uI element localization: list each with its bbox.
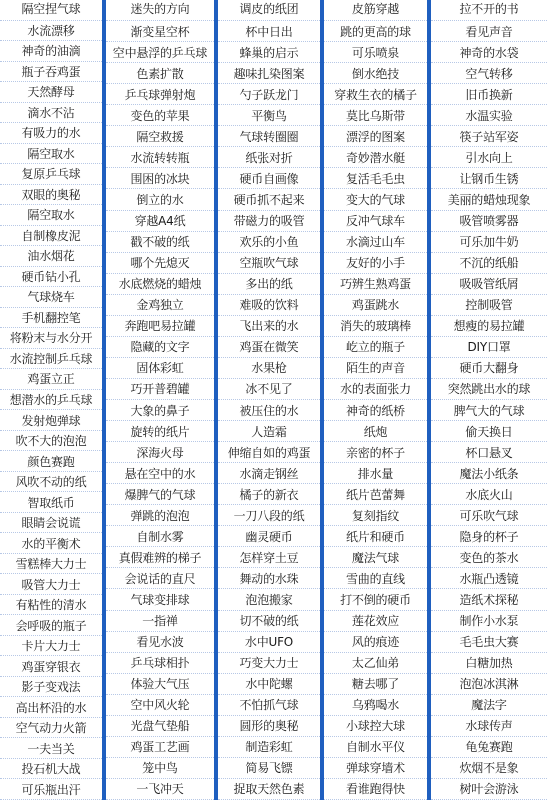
table-cell: 想潜水的乒乓球 bbox=[0, 390, 102, 411]
table-cell: 反冲气球车 bbox=[324, 211, 427, 232]
table-cell: 突然跳出水的球 bbox=[431, 379, 547, 400]
table-cell: 空瓶吹气球 bbox=[218, 253, 320, 274]
table-cell: 趣味扎染图案 bbox=[218, 63, 320, 84]
table-cell: 鸡蛋立正 bbox=[0, 369, 102, 390]
table-cell: 笼中鸟 bbox=[106, 758, 214, 779]
table-cell: 风吹不动的纸 bbox=[0, 472, 102, 493]
table-cell: 乒乓球相扑 bbox=[106, 653, 214, 674]
table-cell: 魔法气球 bbox=[324, 547, 427, 568]
table-cell: 龟兔赛跑 bbox=[431, 737, 547, 758]
table-cell: 乒乓球弹射炮 bbox=[106, 84, 214, 105]
table-cell: 漂浮的图案 bbox=[324, 126, 427, 147]
table-cell: 魔法小纸条 bbox=[431, 463, 547, 484]
table-cell: 体验大气压 bbox=[106, 674, 214, 695]
table-cell: 鸡蛋在微笑 bbox=[218, 337, 320, 358]
table-cell: 隔空捏气球 bbox=[0, 0, 102, 21]
table-cell: 可乐喷泉 bbox=[324, 42, 427, 63]
table-cell: 围困的冰块 bbox=[106, 168, 214, 189]
table-cell: 水流漂移 bbox=[0, 21, 102, 42]
table-cell: 巧变大力士 bbox=[218, 653, 320, 674]
table-cell: 纸片和硬币 bbox=[324, 526, 427, 547]
table-cell: 奇妙潜水艇 bbox=[324, 147, 427, 168]
table-cell: 吸管喷雾器 bbox=[431, 211, 547, 232]
table-cell: 看见声音 bbox=[431, 21, 547, 42]
table-cell: 水中UFO bbox=[218, 632, 320, 653]
table-cell: 神奇的纸桥 bbox=[324, 400, 427, 421]
table-cell: 平衡鸟 bbox=[218, 105, 320, 126]
table-cell: 会呼吸的瓶子 bbox=[0, 615, 102, 636]
table-cell: 跳的更高的球 bbox=[324, 21, 427, 42]
table-cell: 气球烧车 bbox=[0, 287, 102, 308]
table-cell: 戳不破的纸 bbox=[106, 232, 214, 253]
table-cell: 皮筋穿越 bbox=[324, 0, 427, 21]
table-cell: 发射炮弹球 bbox=[0, 410, 102, 431]
table-cell: 树叶会游泳 bbox=[431, 779, 547, 800]
table-column-5 bbox=[431, 0, 547, 800]
table-cell: 多出的纸 bbox=[218, 274, 320, 295]
table-cell: 将粉末与水分开 bbox=[0, 328, 102, 349]
table-cell: 糖去哪了 bbox=[324, 674, 427, 695]
table-cell: 太乙仙弟 bbox=[324, 653, 427, 674]
table-column-4 bbox=[324, 0, 431, 800]
table-cell: 造纸术探秘 bbox=[431, 589, 547, 610]
table-cell: 吸管大力士 bbox=[0, 574, 102, 595]
table-cell: 硬币钻小孔 bbox=[0, 267, 102, 288]
table-cell: 气球变排球 bbox=[106, 589, 214, 610]
table-cell: 硬币自画像 bbox=[218, 168, 320, 189]
table-cell: 弹跳的泡泡 bbox=[106, 505, 214, 526]
table-cell: 复刻指纹 bbox=[324, 505, 427, 526]
table-cell: 隐身的杯子 bbox=[431, 526, 547, 547]
table-cell: 倒水绝技 bbox=[324, 63, 427, 84]
table-cell: 蜂巢的启示 bbox=[218, 42, 320, 63]
table-cell: 雪糕棒大力士 bbox=[0, 554, 102, 575]
table-cell: 一夫当关 bbox=[0, 738, 102, 759]
table-cell: 炊烟不是象 bbox=[431, 758, 547, 779]
table-cell: 莲花效应 bbox=[324, 611, 427, 632]
table-cell: 难吸的饮料 bbox=[218, 295, 320, 316]
table-cell: 双眼的奥秘 bbox=[0, 185, 102, 206]
table-cell: 水滴过山车 bbox=[324, 232, 427, 253]
table-cell: 投石机大战 bbox=[0, 759, 102, 780]
table-cell: 看见水波 bbox=[106, 632, 214, 653]
table-cell: 想瘦的易拉罐 bbox=[431, 316, 547, 337]
table-cell: 水球传声 bbox=[431, 716, 547, 737]
table-column-2 bbox=[106, 0, 218, 800]
table-cell: 魔法字 bbox=[431, 695, 547, 716]
table-cell: 变色的茶水 bbox=[431, 547, 547, 568]
table-cell: 莫比乌斯带 bbox=[324, 105, 427, 126]
table-cell: 变色的苹果 bbox=[106, 105, 214, 126]
table-cell: 倒立的水 bbox=[106, 189, 214, 210]
table-cell: 让钢币生锈 bbox=[431, 168, 547, 189]
table-cell: 鸡蛋跳水 bbox=[324, 295, 427, 316]
table-cell: 排水量 bbox=[324, 463, 427, 484]
table-cell: 陌生的声音 bbox=[324, 358, 427, 379]
table-cell: 筷子站军姿 bbox=[431, 126, 547, 147]
table-cell: 弹球穿墙术 bbox=[324, 758, 427, 779]
table-cell: 杯中日出 bbox=[218, 21, 320, 42]
table-cell: 水流转转瓶 bbox=[106, 147, 214, 168]
table-cell: 美丽的蜡烛现象 bbox=[431, 189, 547, 210]
table-cell: 一刀八段的纸 bbox=[218, 505, 320, 526]
table-cell: 冰不见了 bbox=[218, 379, 320, 400]
table-cell: 水滴走钢丝 bbox=[218, 463, 320, 484]
table-cell: 旋转的纸片 bbox=[106, 421, 214, 442]
table-cell: 纸炮 bbox=[324, 421, 427, 442]
table-cell: 打不倒的硬币 bbox=[324, 589, 427, 610]
table-cell: 空中风火轮 bbox=[106, 695, 214, 716]
table-cell: 不沉的纸船 bbox=[431, 253, 547, 274]
table-cell: 水温实验 bbox=[431, 105, 547, 126]
table-cell: 穿越A4纸 bbox=[106, 211, 214, 232]
table-cell: 天然酵母 bbox=[0, 82, 102, 103]
table-cell: 毛毛虫大赛 bbox=[431, 632, 547, 653]
table-cell: 隐藏的文字 bbox=[106, 337, 214, 358]
table-cell: 雪曲的直线 bbox=[324, 568, 427, 589]
table-cell: 哪个先熄灭 bbox=[106, 253, 214, 274]
table-cell: 空中悬浮的乒乓球 bbox=[106, 42, 214, 63]
table-cell: 欢乐的小鱼 bbox=[218, 232, 320, 253]
table-cell: 自制橡皮泥 bbox=[0, 226, 102, 247]
table-cell: 小球控大球 bbox=[324, 716, 427, 737]
table-cell: 捉取天然色素 bbox=[218, 779, 320, 800]
table-cell: 智取纸币 bbox=[0, 492, 102, 513]
table-cell: 水中陀螺 bbox=[218, 674, 320, 695]
table-cell: 怎样穿土豆 bbox=[218, 547, 320, 568]
table-cell: 色素扩散 bbox=[106, 63, 214, 84]
table-column-1 bbox=[0, 0, 106, 800]
table-cell: 神奇的油滴 bbox=[0, 41, 102, 62]
table-cell: 瓶子吞鸡蛋 bbox=[0, 62, 102, 83]
table-cell: 白糖加热 bbox=[431, 653, 547, 674]
table-cell: 奔跑吧易拉罐 bbox=[106, 316, 214, 337]
table-cell: 颜色赛跑 bbox=[0, 451, 102, 472]
table-cell: 大象的鼻子 bbox=[106, 400, 214, 421]
table-cell: 拉不开的书 bbox=[431, 0, 547, 21]
table-cell: 泡泡冰淇淋 bbox=[431, 674, 547, 695]
table-cell: 可乐瓶出汗 bbox=[0, 779, 102, 800]
table-cell: 隔空救援 bbox=[106, 126, 214, 147]
table-cell: 金鸡独立 bbox=[106, 295, 214, 316]
table-cell: 水的表面张力 bbox=[324, 379, 427, 400]
table-cell: 旧币换新 bbox=[431, 84, 547, 105]
table-cell: 鸡蛋穿银衣 bbox=[0, 656, 102, 677]
table-cell: 纸片芭蕾舞 bbox=[324, 484, 427, 505]
table-cell: 水底火山 bbox=[431, 484, 547, 505]
table-cell: 水瓶凸透镜 bbox=[431, 568, 547, 589]
table-cell: 穿救生衣的橘子 bbox=[324, 84, 427, 105]
table-cell: 飞出来的水 bbox=[218, 316, 320, 337]
table-cell: 被压住的水 bbox=[218, 400, 320, 421]
table-cell: 卡片大力士 bbox=[0, 636, 102, 657]
table-cell: 手机翻控笔 bbox=[0, 308, 102, 329]
table-cell: 制作小水泵 bbox=[431, 611, 547, 632]
table-cell: 自制水平仪 bbox=[324, 737, 427, 758]
table-cell: 光盘气垫船 bbox=[106, 716, 214, 737]
table-cell: 深海火母 bbox=[106, 442, 214, 463]
table-cell: 屹立的瓶子 bbox=[324, 337, 427, 358]
table-cell: 巧辨生熟鸡蛋 bbox=[324, 274, 427, 295]
table-cell: 有粘性的清水 bbox=[0, 595, 102, 616]
table-column-3 bbox=[218, 0, 324, 800]
table-cell: 亲密的杯子 bbox=[324, 442, 427, 463]
table-cell: 纸张对折 bbox=[218, 147, 320, 168]
table-cell: 可乐吹气球 bbox=[431, 505, 547, 526]
table-cell: 鸡蛋工艺画 bbox=[106, 737, 214, 758]
table-cell: 幽灵硬币 bbox=[218, 526, 320, 547]
table-cell: 会说话的直尺 bbox=[106, 568, 214, 589]
table-cell: 水流控制乒乓球 bbox=[0, 349, 102, 370]
table-cell: 复原乒乓球 bbox=[0, 164, 102, 185]
table-cell: 切不破的纸 bbox=[218, 611, 320, 632]
table-cell: 爆脾气的气球 bbox=[106, 484, 214, 505]
table-cell: 引水向上 bbox=[431, 147, 547, 168]
table-cell: 橘子的新衣 bbox=[218, 484, 320, 505]
table-cell: 悬在空中的水 bbox=[106, 463, 214, 484]
table-cell: 隔空取水 bbox=[0, 205, 102, 226]
table-cell: 水的平衡术 bbox=[0, 533, 102, 554]
table-cell: 看谁跑得快 bbox=[324, 779, 427, 800]
table-cell: 可乐加牛奶 bbox=[431, 232, 547, 253]
table-cell: 水果枪 bbox=[218, 358, 320, 379]
table-cell: 水底燃烧的蜡烛 bbox=[106, 274, 214, 295]
table-cell: 高出杯沿的水 bbox=[0, 697, 102, 718]
table-cell: 空气动力火箭 bbox=[0, 718, 102, 739]
table-cell: 自制水雾 bbox=[106, 526, 214, 547]
table-cell: 风的痕迹 bbox=[324, 632, 427, 653]
table-cell: 隔空取水 bbox=[0, 144, 102, 165]
table-cell: 变大的气球 bbox=[324, 189, 427, 210]
table-cell: 简易飞镖 bbox=[218, 758, 320, 779]
table-cell: 勺子跃龙门 bbox=[218, 84, 320, 105]
table-cell: 影子变戏法 bbox=[0, 677, 102, 698]
table-cell: 真假难辨的梯子 bbox=[106, 547, 214, 568]
table-cell: 偷天换日 bbox=[431, 421, 547, 442]
table-cell: 空气转移 bbox=[431, 63, 547, 84]
table-cell: 复活毛毛虫 bbox=[324, 168, 427, 189]
table-cell: 固体彩虹 bbox=[106, 358, 214, 379]
table-cell: 杯口悬叉 bbox=[431, 442, 547, 463]
table-cell: 眼睛会说谎 bbox=[0, 513, 102, 534]
table-cell: 调皮的纸团 bbox=[218, 0, 320, 21]
table-cell: 舞动的水珠 bbox=[218, 568, 320, 589]
table-cell: 有吸力的水 bbox=[0, 123, 102, 144]
table-cell: 友好的小手 bbox=[324, 253, 427, 274]
table-cell: 控制吸管 bbox=[431, 295, 547, 316]
table-cell: 制造彩虹 bbox=[218, 737, 320, 758]
table-cell: 巧开普碧罐 bbox=[106, 379, 214, 400]
table-cell: 吹不大的泡泡 bbox=[0, 431, 102, 452]
table-cell: 乌鸦喝水 bbox=[324, 695, 427, 716]
table-cell: 圆形的奥秘 bbox=[218, 716, 320, 737]
table-cell: 脾气大的气球 bbox=[431, 400, 547, 421]
table-cell: DIY口罩 bbox=[431, 337, 547, 358]
table-cell: 伸缩自如的鸡蛋 bbox=[218, 442, 320, 463]
table-cell: 不怕抓气球 bbox=[218, 695, 320, 716]
table-cell: 硬币抓不起来 bbox=[218, 189, 320, 210]
table-cell: 神奇的水袋 bbox=[431, 42, 547, 63]
table-cell: 一指禅 bbox=[106, 611, 214, 632]
table-cell: 一飞冲天 bbox=[106, 779, 214, 800]
table-cell: 人造霜 bbox=[218, 421, 320, 442]
table-cell: 硬币大翻身 bbox=[431, 358, 547, 379]
table-cell: 气球转圈圈 bbox=[218, 126, 320, 147]
table-cell: 泡泡搬家 bbox=[218, 589, 320, 610]
table-cell: 迷失的方向 bbox=[106, 0, 214, 21]
table-cell: 吸吸管纸屑 bbox=[431, 274, 547, 295]
table-cell: 渐变星空杯 bbox=[106, 21, 214, 42]
table-cell: 油水烟花 bbox=[0, 246, 102, 267]
table-cell: 滴水不沾 bbox=[0, 103, 102, 124]
table-cell: 消失的玻璃棒 bbox=[324, 316, 427, 337]
table-cell: 带磁力的吸管 bbox=[218, 211, 320, 232]
